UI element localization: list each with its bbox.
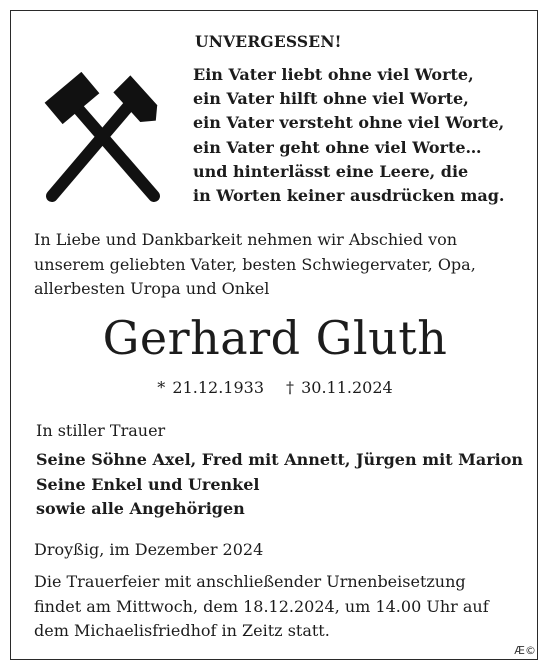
place-date: Droyßig, im Dezember 2024	[34, 540, 264, 559]
intro-text	[34, 228, 514, 302]
funeral-info	[34, 570, 489, 644]
hammer-and-pick-icon	[36, 72, 168, 204]
intro-line: In Liebe und Dankbarkeit nehmen wir Abschied von	[34, 230, 458, 249]
poem-line: Ein Vater liebt ohne viel Worte,	[193, 65, 474, 84]
intro-line: unserem geliebten Vater, besten Schwiegervater, Opa,	[34, 254, 476, 274]
poem-line: ein Vater geht ohne viel Worte…	[193, 137, 482, 157]
funeral-line: Die Trauerfeier mit anschließender Urnenbeisetzung	[34, 572, 466, 591]
publisher-mark: Æ©	[514, 644, 536, 657]
poem-line: in Worten keiner ausdrücken mag.	[193, 186, 505, 206]
mourning-line: In stiller Trauer	[36, 421, 166, 440]
poem	[193, 63, 505, 208]
family-line: sowie alle Angehörigen	[36, 499, 245, 518]
birth-date: * 21.12.1933	[157, 378, 264, 397]
family-line: Seine Enkel und Urenkel	[36, 474, 260, 494]
family-list	[36, 448, 523, 522]
funeral-line: findet am Mittwoch, dem 18.12.2024, um 14.00 Uhr auf	[34, 596, 489, 616]
poem-line: ein Vater versteht ohne viel Worte,	[193, 113, 505, 133]
poem-line: und hinterlässt eine Leere, die	[193, 161, 469, 181]
family-line: Seine Söhne Axel, Fred mit Annett, Jürgen mit Marion	[36, 450, 524, 469]
funeral-line: dem Michaelisfriedhof in Zeitz statt.	[34, 621, 330, 640]
death-date: † 30.11.2024	[286, 378, 393, 397]
deceased-name: Gerhard Gluth	[102, 311, 448, 365]
life-dates	[0, 378, 550, 397]
intro-line: allerbesten Uropa und Onkel	[34, 279, 270, 298]
notice-heading: UNVERGESSEN!	[195, 32, 342, 51]
poem-line: ein Vater hilft ohne viel Worte,	[193, 89, 469, 109]
